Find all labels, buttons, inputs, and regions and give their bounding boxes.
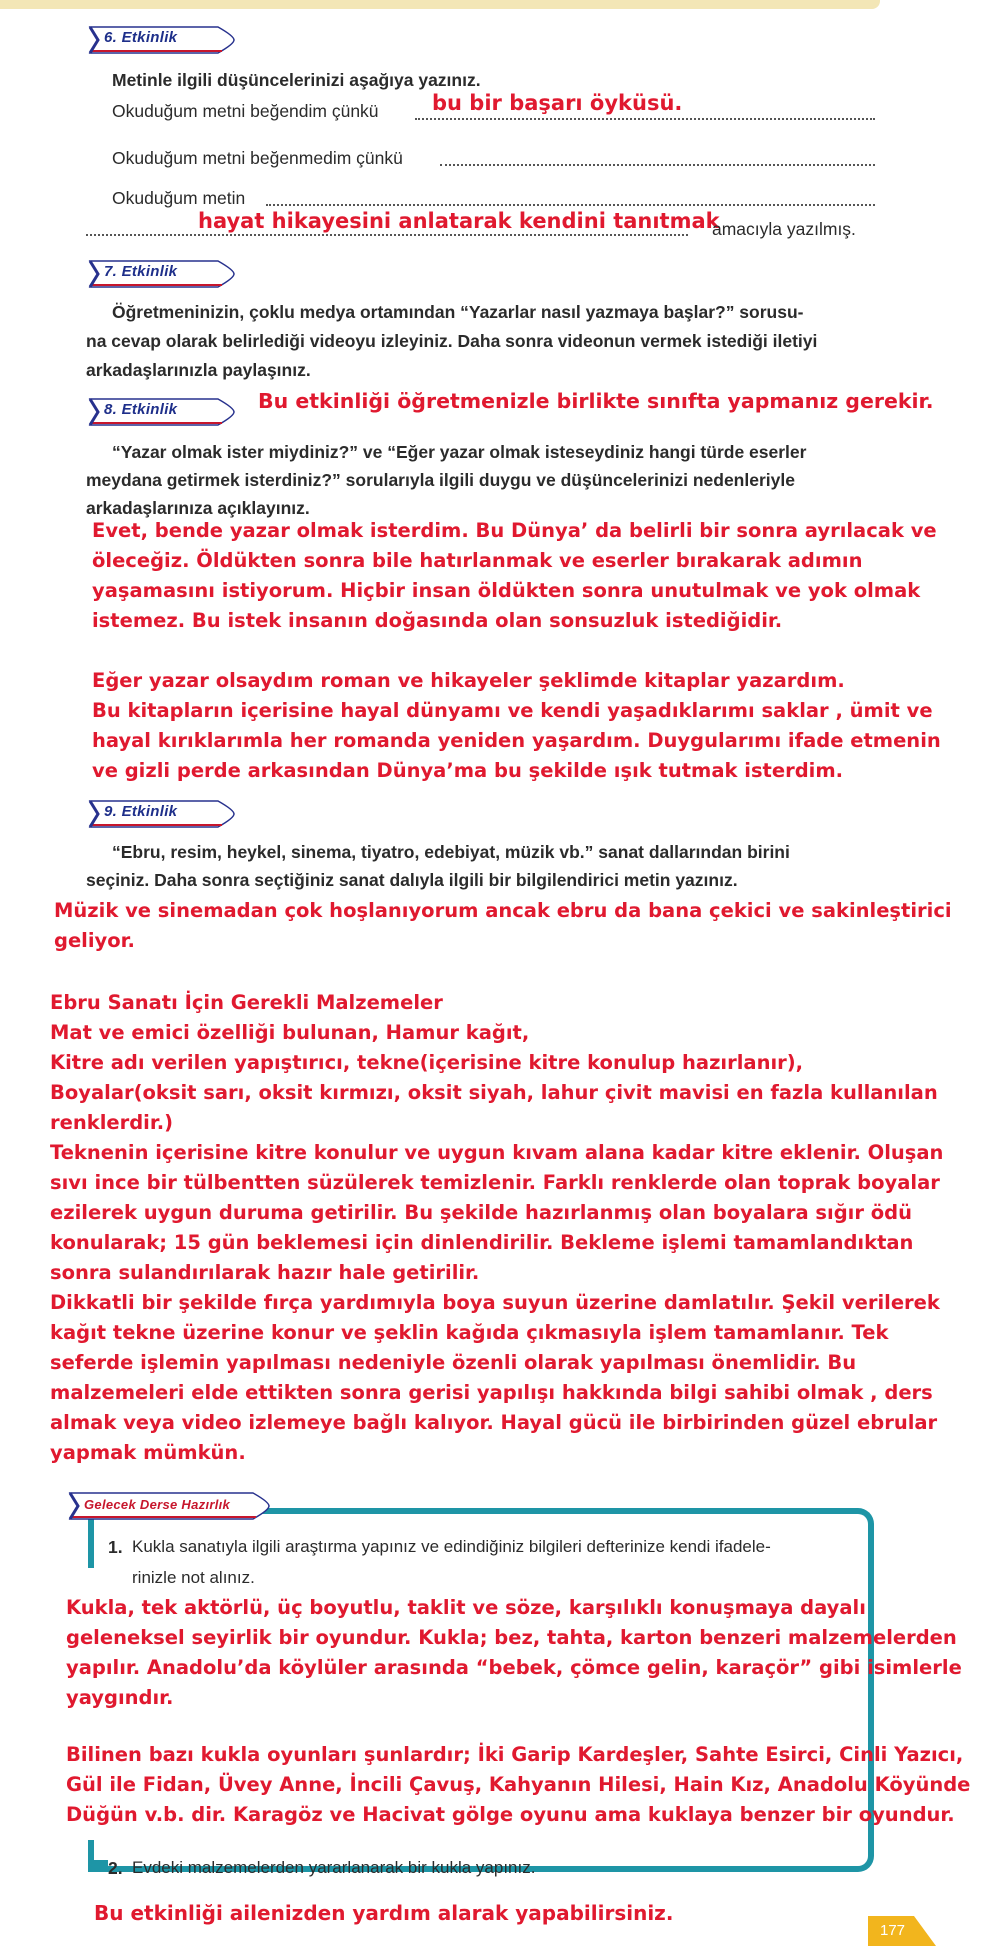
answer-line: Mat ve emici özelliği bulunan, Hamur kağıt, <box>50 1021 530 1044</box>
answer-line: almak veya video izlemeye bağlı kalıyor. Hayal gücü ile birbirinden güzel ebrular <box>50 1411 938 1434</box>
prep-q1-line1: Kukla sanatıyla ilgili araştırma yapınız ve edindiğiniz bilgileri defterinize kendi ifadele- <box>132 1537 771 1556</box>
answer-line: Bilinen bazı kukla oyunları şunlardır; İki Garip Kardeşler, Sahte Esirci, Cinli Yazıcı, <box>66 1743 964 1766</box>
activity-6-line2-prefix: Okuduğum metni beğenmedim çünkü <box>112 148 403 168</box>
activity-9-answer-intro <box>54 896 952 956</box>
answer-line: Düğün v.b. dir. Karagöz ve Hacivat gölge oyunu ama kuklaya benzer bir oyundur. <box>66 1803 955 1826</box>
activity-6-line1-answer: bu bir başarı öyküsü. <box>432 91 683 115</box>
answer-line: yapmak mümkün. <box>50 1441 246 1464</box>
activity-7-tag <box>88 258 233 288</box>
activity-8-tag <box>88 396 233 426</box>
activity-7-text-3: arkadaşlarınızla paylaşınız. <box>86 360 311 380</box>
answer-line: Bu kitapların içerisine hayal dünyamı ve kendi yaşadıklarımı saklar , ümit ve <box>92 699 933 722</box>
answer-line: Eğer yazar olsaydım roman ve hikayeler şeklimde kitaplar yazardım. <box>92 669 845 692</box>
activity-8-answer-p1 <box>92 516 937 636</box>
activity-9-tag-label: 9. Etkinlik <box>104 803 178 820</box>
answer-line: öleceğiz. Öldükten sonra bile hatırlanmak ve eserler bırakarak adımın <box>92 549 863 572</box>
prep-q1-number: 1. <box>108 1537 123 1557</box>
activity-6-line1-prefix: Okuduğum metni beğendim çünkü <box>112 101 379 121</box>
activity-7-tag-label: 7. Etkinlik <box>104 263 178 280</box>
activity-6-line3-prefix: Okuduğum metin <box>112 188 246 208</box>
activity-9-text-2: seçiniz. Daha sonra seçtiğiniz sanat dalıyla ilgili bir bilgilendirici metin yazınız. <box>86 870 738 890</box>
answer-line: Kitre adı verilen yapıştırıcı, tekne(içerisine kitre konulup hazırlanır), <box>50 1051 804 1074</box>
activity-6-tag-label: 6. Etkinlik <box>104 29 178 46</box>
prep-q2-number: 2. <box>108 1858 123 1878</box>
prep-q1-line2: rinizle not alınız. <box>132 1568 255 1587</box>
activity-8-text-2: meydana getirmek isterdiniz?” sorularıyla ilgili duygu ve düşüncelerinizi nedenleriyle <box>86 470 795 490</box>
answer-line: Teknenin içerisine kitre konulur ve uygun kıvam alana kadar kitre eklenir. Oluşan <box>50 1141 944 1164</box>
prep-tag <box>68 1490 268 1520</box>
activity-8-text-1: “Yazar olmak ister miydiniz?” ve “Eğer yazar olmak isteseydiniz hangi türde eserler <box>112 442 807 462</box>
activity-6-line4-answer: hayat hikayesini anlatarak kendini tanıtmak <box>198 209 720 233</box>
prep-q2-note: Bu etkinliği ailenizden yardım alarak yapabilirsiniz. <box>94 1901 674 1925</box>
activity-6-instruction: Metinle ilgili düşüncelerinizi aşağıya yazınız. <box>112 70 481 90</box>
answer-line: hayal kırıklarımla her romanda yeniden yaşardım. Duygularımı ifade etmenin <box>92 729 941 752</box>
activity-7-text-1: Öğretmeninizin, çoklu medya ortamından “Yazarlar nasıl yazmaya başlar?” sorusu- <box>112 302 804 322</box>
answer-line: kağıt tekne üzerine konur ve şeklin kağıda çıkmasıyla işlem tamamlanır. Tek <box>50 1321 889 1344</box>
answer-line: sıvı ince bir tülbentten süzülerek temizlenir. Farklı renklerde olan toprak boyalar <box>50 1171 940 1194</box>
activity-9-answer-body <box>50 988 943 1468</box>
page-number: 177 <box>880 1922 906 1939</box>
activity-7-text-2: na cevap olarak belirlediği videoyu izleyiniz. Daha sonra videonun vermek istediği iletiyi <box>86 331 818 351</box>
answer-line: yapılır. Anadolu’da köylüler arasında “bebek, çömce gelin, karaçör” gibi isimlerle <box>66 1656 962 1679</box>
activity-6-line4-suffix: amacıyla yazılmış. <box>712 219 856 239</box>
answer-line: istemez. Bu istek insanın doğasında olan sonsuzluk istediğidir. <box>92 609 783 632</box>
answer-dotted-line <box>440 164 875 166</box>
activity-9-tag <box>88 798 233 828</box>
activity-8-text-3: arkadaşlarınıza açıklayınız. <box>86 498 310 518</box>
prep-tag-label: Gelecek Derse Hazırlık <box>84 1497 231 1512</box>
answer-line: Kukla, tek aktörlü, üç boyutlu, taklit ve söze, karşılıklı konuşmaya dayalı <box>66 1596 866 1619</box>
activity-6-tag <box>88 24 233 54</box>
prep-answer-p2 <box>66 1740 970 1830</box>
answer-line: geleneksel seyirlik bir oyundur. Kukla; bez, tahta, karton benzeri malzemelerden <box>66 1626 957 1649</box>
answer-line: Müzik ve sinemadan çok hoşlanıyorum ancak ebru da bana çekici ve sakinleştirici <box>54 899 952 922</box>
answer-line: malzemeleri elde ettikten sonra gerisi yapılışı hakkında bilgi sahibi olmak , ders <box>50 1381 933 1404</box>
answer-line: Evet, bende yazar olmak isterdim. Bu Dünya’ da belirli bir sonra ayrılacak ve <box>92 519 937 542</box>
answer-line: konularak; 15 gün beklemesi için dinlendirilir. Bekleme işlemi tamamlandıktan <box>50 1231 914 1254</box>
activity-8-note: Bu etkinliği öğretmenizle birlikte sınıfta yapmanız gerekir. <box>258 389 934 413</box>
answer-line: yaygındır. <box>66 1686 174 1709</box>
top-decor-bar <box>0 0 880 9</box>
activity-9-text-1: “Ebru, resim, heykel, sinema, tiyatro, edebiyat, müzik vb.” sanat dallarından birini <box>112 842 790 862</box>
answer-line: ve gizli perde arkasından Dünya’ma bu şekilde ışık tutmak isterdim. <box>92 759 844 782</box>
answer-line: Ebru Sanatı İçin Gerekli Malzemeler <box>50 991 443 1014</box>
page-number-badge <box>868 1916 938 1948</box>
answer-line: geliyor. <box>54 929 135 952</box>
prep-q2-text: Evdeki malzemelerden yararlanarak bir kukla yapınız. <box>132 1858 536 1877</box>
answer-line: renklerdir.) <box>50 1111 174 1134</box>
answer-line: Boyalar(oksit sarı, oksit kırmızı, oksit siyah, lahur çivit mavisi en fazla kullanılan <box>50 1081 938 1104</box>
answer-line: yaşamasını istiyorum. Hiçbir insan öldükten sonra unutulmak ve yok olmak <box>92 579 921 602</box>
answer-line: Gül ile Fidan, Üvey Anne, İncili Çavuş, Kahyanın Hilesi, Hain Kız, Anadolu Köyünde <box>66 1773 971 1796</box>
answer-line: Dikkatli bir şekilde fırça yardımıyla boya suyun üzerine damlatılır. Şekil verilerek <box>50 1291 940 1314</box>
activity-8-tag-label: 8. Etkinlik <box>104 401 178 418</box>
answer-line: ezilerek uygun duruma getirilir. Bu şekilde hazırlanmış olan boyalara sığır ödü <box>50 1201 912 1224</box>
activity-8-answer-p2 <box>92 666 941 786</box>
answer-line: sonra sulandırılarak hazır hale getirilir. <box>50 1261 480 1284</box>
answer-dotted-line <box>415 118 875 120</box>
prep-box-edge <box>88 1860 108 1866</box>
prep-answer-p1 <box>66 1593 962 1713</box>
answer-line: seferde işlemin yapılması nedeniyle özenli olarak yapılması önemlidir. Bu <box>50 1351 857 1374</box>
